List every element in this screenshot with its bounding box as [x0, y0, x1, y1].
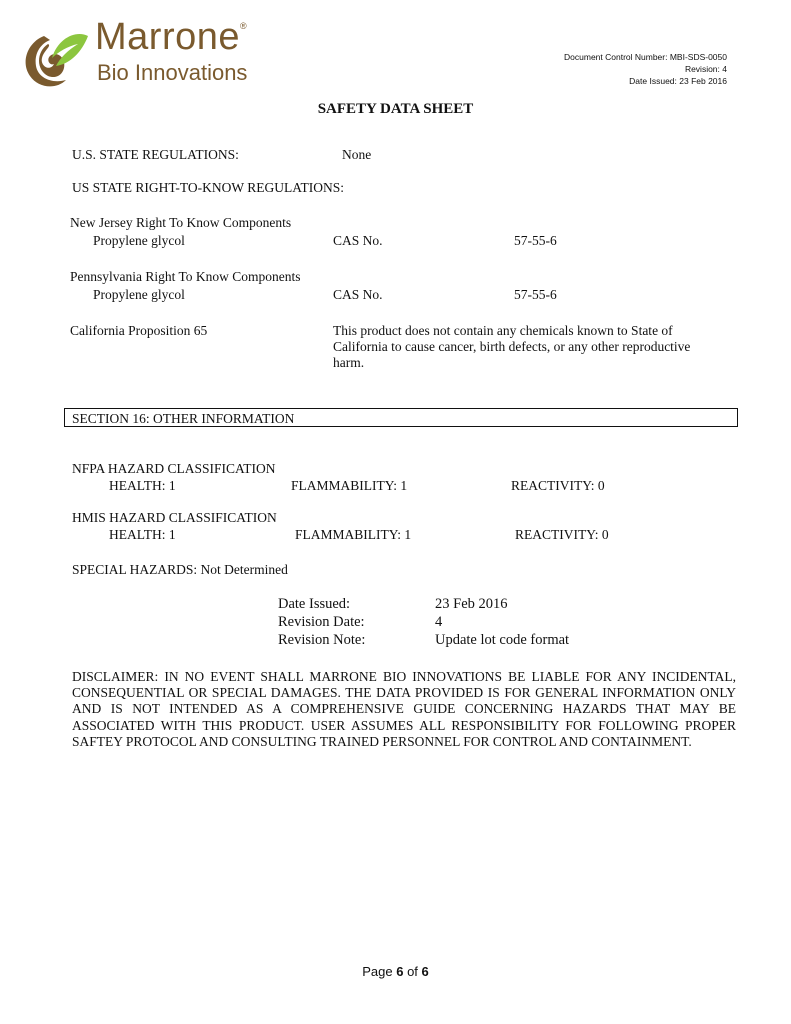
logo-wordmark: Marrone®: [95, 16, 248, 58]
nfpa-heading: NFPA HAZARD CLASSIFICATION: [72, 461, 276, 476]
revision-note-label: Revision Note:: [278, 632, 366, 648]
page-footer: [0, 964, 791, 979]
pa-component: Propylene glycol: [93, 287, 185, 302]
footer-of-word: of: [407, 964, 418, 979]
prop65-line: California to cause cancer, birth defects, or any other reproductive: [333, 339, 691, 354]
nfpa-flammability: FLAMMABILITY: 1: [291, 478, 408, 493]
document-control-block: [564, 51, 727, 87]
prop65-text: [333, 323, 690, 371]
pa-cas-value: 57-55-6: [514, 287, 557, 302]
page-title: SAFETY DATA SHEET: [317, 101, 474, 117]
nj-cas-value: 57-55-6: [514, 233, 557, 248]
revision-note-value: Update lot code format: [435, 632, 570, 648]
state-regulations-label: U.S. STATE REGULATIONS:: [72, 147, 239, 162]
section-16-header: [64, 408, 738, 427]
hmis-reactivity: REACTIVITY: 0: [515, 527, 609, 542]
revision-date-value: 4: [435, 614, 443, 630]
footer-page-word: Page: [362, 964, 393, 979]
nfpa-reactivity: REACTIVITY: 0: [511, 478, 605, 493]
section-16-title: SECTION 16: OTHER INFORMATION: [72, 411, 295, 426]
date-issued-value: 23 Feb 2016: [435, 596, 508, 612]
footer-page-total: 6: [421, 964, 429, 979]
footer-page-number: 6: [396, 964, 404, 979]
prop65-line: This product does not contain any chemicals known to State of: [333, 323, 673, 338]
disclaimer-text: DISCLAIMER: IN NO EVENT SHALL MARRONE BIO INNOVATIONS BE LIABLE FOR ANY INCIDENTAL, CONSEQUENTIAL OR SPECIAL DAMAGES. THE DATA PROVIDED IS FOR GENERAL INFORMATION ONLY AND IS NOT INTENDED AS A COMPREHENSIVE GUIDE CONCERNING HAZARDS THAT MAY BE ASSOCIATED WITH THIS PRODUCT. USER ASSUMES ALL RESPONSIBILITY FOR FOLLOWING PROPER SAFTEY PROTOCOL AND CONSULTING TRAINED PERSONNEL FOR CONTROL AND CONTAINMENT.: [72, 669, 736, 749]
nj-component: Propylene glycol: [93, 233, 185, 248]
revision-date-label: Revision Date:: [278, 614, 365, 630]
nj-heading: New Jersey Right To Know Components: [70, 215, 292, 230]
pa-heading: Pennsylvania Right To Know Components: [70, 269, 301, 284]
date-issued-label: Date Issued:: [278, 596, 351, 612]
prop65-label: California Proposition 65: [70, 323, 208, 338]
right-to-know-heading: US STATE RIGHT-TO-KNOW REGULATIONS:: [72, 180, 345, 195]
prop65-line: harm.: [333, 355, 365, 370]
pa-cas-label: CAS No.: [333, 287, 383, 302]
revision-number: Revision: 4: [684, 64, 727, 74]
hmis-flammability: FLAMMABILITY: 1: [295, 527, 412, 542]
document-control-number: Document Control Number: MBI-SDS-0050: [564, 52, 727, 62]
hmis-heading: HMIS HAZARD CLASSIFICATION: [72, 510, 277, 525]
hmis-health: HEALTH: 1: [109, 527, 176, 542]
logo-subtitle: Bio Innovations: [97, 60, 248, 85]
header-date-issued: Date Issued: 23 Feb 2016: [629, 76, 727, 86]
nfpa-health: HEALTH: 1: [109, 478, 176, 493]
marrone-leaf-logo-icon: [22, 28, 90, 90]
special-hazards: SPECIAL HAZARDS: Not Determined: [72, 562, 288, 577]
state-regulations-value: None: [342, 147, 372, 162]
nj-cas-label: CAS No.: [333, 233, 383, 248]
